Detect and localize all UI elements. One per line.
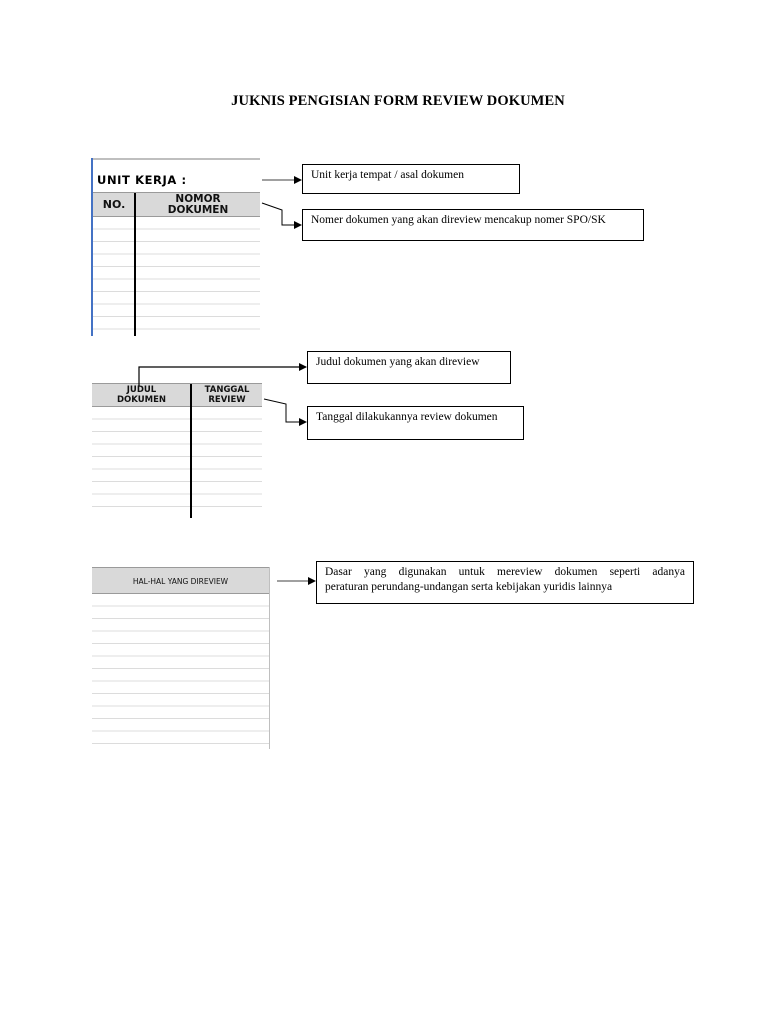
callout-tanggal-review-text: Tanggal dilakukannya review dokumen [316, 411, 498, 423]
column-header-hal-label: HAL-HAL YANG DIREVIEW [132, 577, 229, 586]
column-header-judul-line1: JUDUL [126, 385, 157, 395]
column-header-tanggal-line2: REVIEW [208, 395, 246, 405]
callout-judul-dokumen-text: Judul dokumen yang akan direview [316, 356, 480, 368]
column-header-no-label: NO. [102, 198, 126, 211]
column-header-nomor-line2: DOKUMEN [167, 204, 229, 216]
callout-unit-kerja-text: Unit kerja tempat / asal dokumen [311, 169, 464, 181]
arrow-judul-dokumen [139, 367, 306, 386]
arrow-nomor-dokumen [262, 203, 301, 225]
callout-nomor-dokumen-text: Nomer dokumen yang akan direview mencakup nomer SPO/SK [311, 214, 606, 226]
arrow-tanggal-review [264, 399, 306, 422]
column-header-nomor-line1: NOMOR [175, 193, 221, 205]
column-header-judul-line2: DOKUMEN [117, 395, 166, 405]
page-title: JUKNIS PENGISIAN FORM REVIEW DOKUMEN [231, 93, 565, 109]
callout-dasar-review-line2: peraturan perundang-undangan serta kebijakan yuridis lainnya [325, 581, 613, 593]
callout-dasar-review-line1: Dasar yang digunakan untuk mereview dokumen seperti adanya [325, 566, 685, 578]
column-header-tanggal-line1: TANGGAL [204, 385, 250, 395]
unit-kerja-label: UNIT KERJA : [97, 173, 187, 187]
